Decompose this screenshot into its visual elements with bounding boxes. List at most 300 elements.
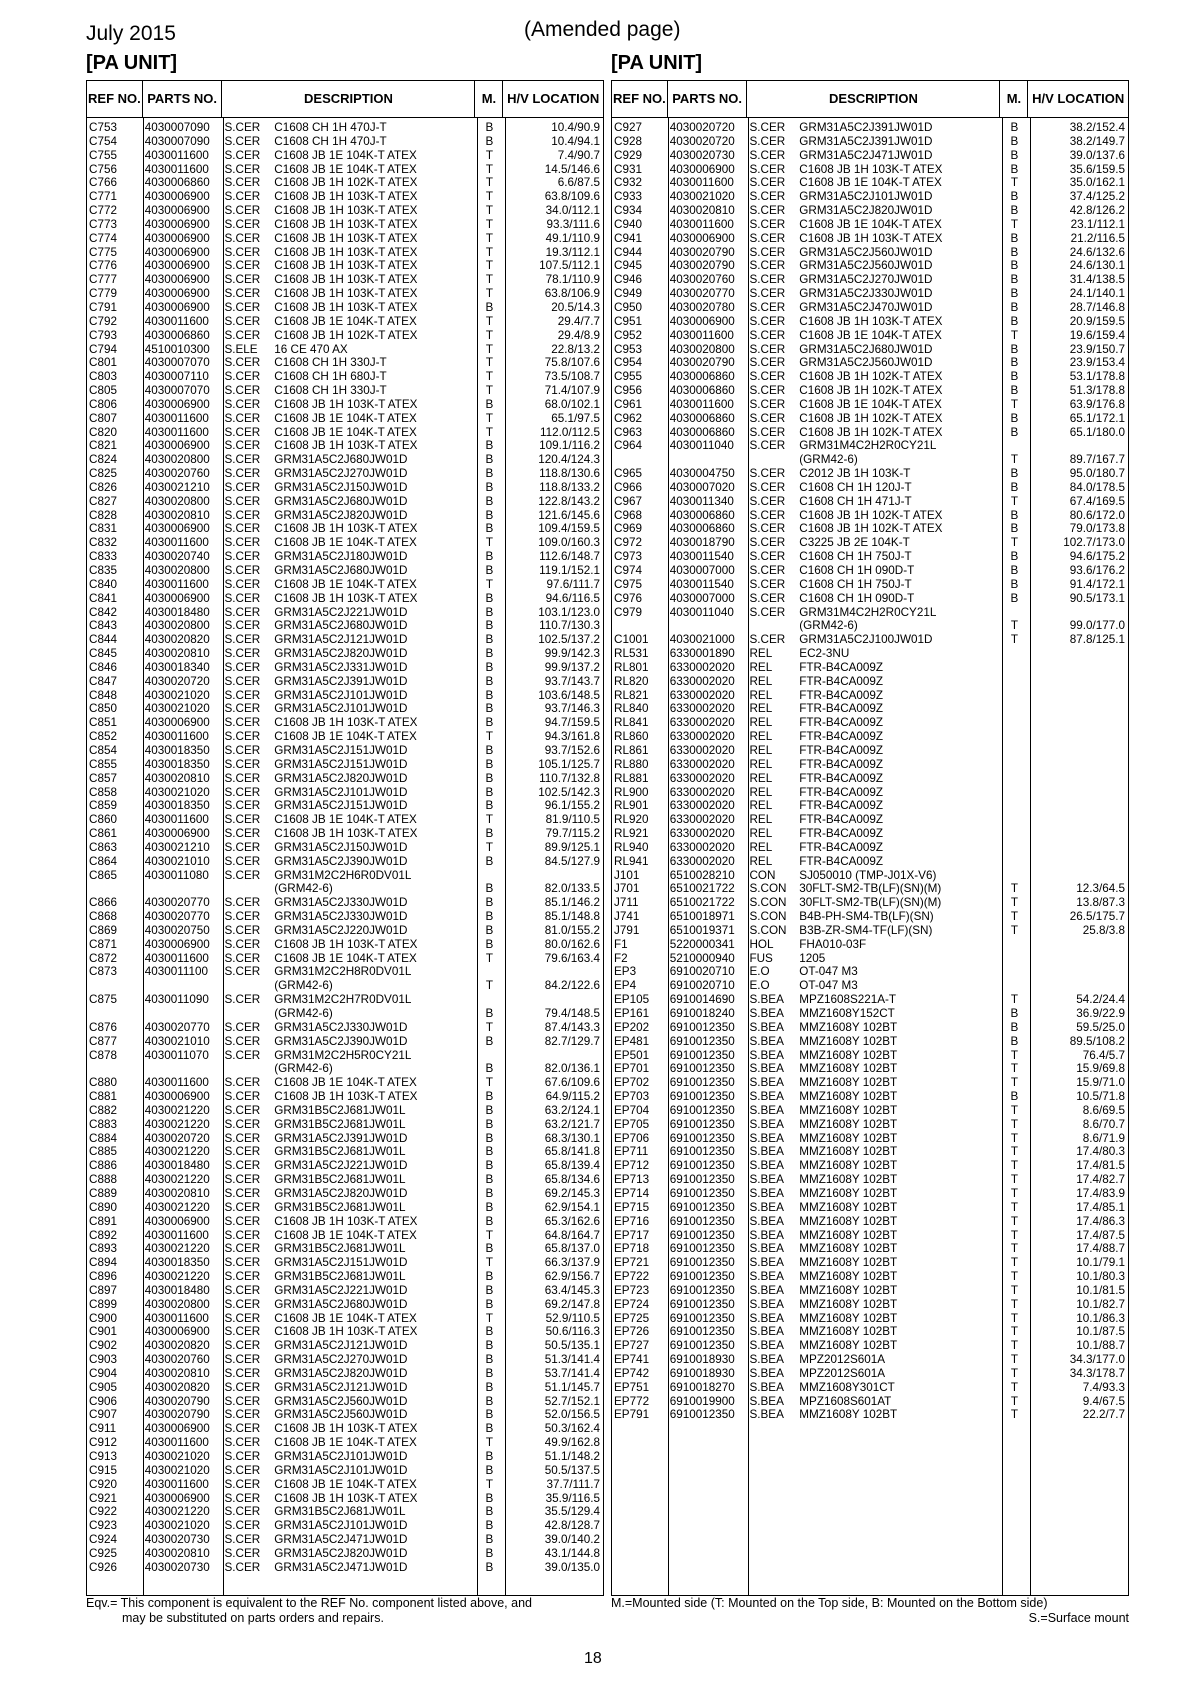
table-row (612, 799, 1128, 813)
cell-ref: EP706 (614, 1131, 650, 1145)
cell-description: GRM31M2C2H6R0DV01L (274, 868, 412, 882)
cell-ref: EP751 (614, 1380, 650, 1394)
cell-type: S.CER (224, 1463, 261, 1477)
cell-mounted: B (485, 1159, 494, 1173)
table-row (87, 522, 603, 536)
cell-mounted: T (485, 328, 493, 342)
cell-type: S.CER (749, 231, 786, 245)
cell-mounted: B (1010, 190, 1019, 204)
cell-mounted: T (1010, 633, 1018, 647)
cell-type: S.CER (224, 993, 261, 1007)
cell-ref: C863 (89, 840, 117, 854)
cell-parts-no: 6330002020 (669, 730, 735, 744)
cell-ref: C820 (89, 425, 117, 439)
cell-type: S.BEA (749, 1173, 784, 1187)
cell-ref: RL860 (614, 730, 649, 744)
cell-location: 109.0/160.3 (538, 536, 600, 550)
cell-description: GRM31A5C2J560JW01D (799, 259, 933, 273)
cell-location: 54.2/24.4 (1076, 993, 1125, 1007)
cell-parts-no: 4030011070 (144, 1048, 209, 1062)
cell-ref: C791 (89, 300, 117, 314)
cell-mounted (1000, 869, 1028, 883)
cell-ref: C920 (89, 1477, 117, 1491)
cell-type: S.CER (224, 743, 261, 757)
cell-ref: C902 (89, 1339, 117, 1353)
cell-description: C1608 JB 1H 102K-T ATEX (799, 411, 943, 425)
cell-parts-no: 6910012350 (669, 1283, 735, 1297)
cell-location: 50.6/116.3 (545, 1325, 600, 1339)
table-row (612, 135, 1128, 149)
cell-description: C1608 JB 1H 103K-T ATEX (274, 937, 418, 951)
cell-parts-no: 4030006860 (669, 425, 735, 439)
cell-description: (GRM42-6) (799, 453, 858, 467)
cell-location: 63.8/109.6 (544, 190, 600, 204)
cell-location: 90.5/173.1 (1069, 591, 1125, 605)
cell-location: 82.7/129.7 (544, 1034, 600, 1048)
table-row (612, 315, 1128, 329)
cell-type: S.CER (224, 730, 261, 744)
cell-mounted: B (485, 1339, 494, 1353)
cell-location: 120.4/124.3 (538, 453, 600, 467)
cell-description: GRM31A5C2J220JW01D (274, 923, 408, 937)
cell-ref: C965 (614, 467, 642, 481)
cell-type: REL (749, 716, 773, 730)
cell-location: 103.1/123.0 (538, 605, 600, 619)
cell-type: CON (749, 868, 776, 882)
cell-type: S.BEA (749, 1408, 784, 1422)
cell-mounted: T (485, 342, 493, 356)
cell-description: MMZ1608Y 102BT (799, 1090, 898, 1104)
cell-description: GRM31A5C2J680JW01D (274, 1297, 408, 1311)
cell-parts-no: 4030021210 (144, 840, 210, 854)
cell-description: GRM31A5C2J151JW01D (274, 799, 408, 813)
cell-location: 84.2/122.6 (544, 979, 600, 993)
cell-description: C1608 JB 1H 103K-T ATEX (274, 827, 418, 841)
cell-parts-no: 4030021010 (144, 854, 210, 868)
cell-location: 35.0/162.1 (1069, 176, 1125, 190)
cell-ref: C966 (614, 480, 642, 494)
cell-type: S.CER (224, 259, 261, 273)
cell-description: GRM31A5C2J560JW01D (799, 245, 933, 259)
cell-parts-no: 4030018480 (144, 605, 210, 619)
cell-mounted (1000, 813, 1028, 827)
cell-description: GRM31M4C2H2R0CY21L (799, 605, 937, 619)
cell-location (1028, 689, 1128, 703)
table-row (87, 384, 603, 398)
cell-type: S.CER (224, 937, 261, 951)
cell-location: 79.6/163.4 (544, 951, 600, 965)
footnote-surface: S.=Surface mount (1028, 1611, 1129, 1625)
cell-description: GRM31A5C2J221JW01D (274, 1159, 408, 1173)
cell-location (1028, 965, 1128, 979)
cell-ref: C872 (89, 951, 117, 965)
cell-description: GRM31A5C2J471JW01D (274, 1533, 408, 1547)
cell-location: 99.0/177.0 (1069, 619, 1125, 633)
cell-parts-no: 4030020800 (144, 564, 210, 577)
cell-description: GRM31A5C2J820JW01D (274, 508, 408, 522)
table-row (87, 509, 603, 523)
cell-mounted: T (485, 411, 493, 425)
table-row (612, 481, 1128, 495)
table-row (87, 1436, 603, 1450)
cell-location: 38.2/152.4 (1069, 121, 1125, 134)
cell-parts-no: 4030007110 (144, 370, 209, 384)
cell-ref: C793 (89, 328, 117, 342)
cell-location (1028, 786, 1128, 800)
cell-location (1028, 772, 1128, 786)
cell-parts-no: 6910012350 (669, 1242, 735, 1256)
cell-location (503, 869, 603, 883)
cell-parts-no (668, 453, 748, 467)
cell-type: S.BEA (749, 1131, 784, 1145)
cell-type: S.CER (224, 896, 261, 910)
cell-description: C1608 JB 1E 104K-T ATEX (799, 328, 942, 342)
cell-ref: RL921 (614, 827, 649, 841)
cell-mounted: B (1010, 231, 1019, 245)
cell-parts-no: 4030006900 (669, 162, 735, 176)
table-row (87, 744, 603, 758)
cell-mounted (1000, 689, 1028, 703)
cell-description: C1608 JB 1H 103K-T ATEX (274, 1090, 418, 1104)
cell-parts-no: 4030011600 (144, 162, 209, 176)
cell-location: 65.3/162.6 (544, 1214, 600, 1228)
table-row (87, 1132, 603, 1146)
cell-description: C1608 CH 1H 090D-T (799, 564, 915, 577)
table-row (612, 1312, 1128, 1326)
cell-parts-no: 4030020790 (144, 1408, 210, 1422)
table-row (87, 412, 603, 426)
cell-description: GRM31A5C2J151JW01D (274, 1256, 408, 1270)
table-row (612, 1367, 1128, 1381)
cell-mounted: B (485, 134, 494, 148)
cell-parts-no: 4030007070 (144, 384, 210, 398)
cell-parts-no: 4030018350 (144, 799, 210, 813)
cell-description: GRM31A5C2J820JW01D (274, 771, 408, 785)
cell-location: 53.1/178.8 (1069, 370, 1125, 384)
cell-ref: C889 (89, 1186, 117, 1200)
cell-description: B4B-PH-SM4-TB(LF)(SN) (799, 910, 934, 924)
cell-location: 89.7/167.7 (1069, 453, 1125, 467)
cell-mounted (475, 869, 503, 883)
table-row (612, 661, 1128, 675)
cell-location (1028, 744, 1128, 758)
cell-mounted: T (1010, 1366, 1018, 1380)
table-row (87, 578, 603, 592)
cell-description: 30FLT-SM2-TB(LF)(SN)(M) (799, 896, 942, 910)
cell-mounted: B (485, 854, 494, 868)
cell-parts-no: 6330002020 (669, 688, 735, 702)
cell-ref: C848 (89, 688, 117, 702)
cell-description: GRM31A5C2J820JW01D (274, 1366, 408, 1380)
header-amended: (Amended page) (524, 18, 681, 41)
cell-description: GRM31A5C2J221JW01D (274, 605, 408, 619)
cell-type: S.CER (224, 480, 261, 494)
cell-description: GRM31B5C2J681JW01L (274, 1103, 406, 1117)
cell-parts-no: 4030006900 (144, 1325, 210, 1339)
cell-parts-no: 4030006900 (144, 1491, 210, 1505)
cell-location: 9.4/67.5 (1082, 1394, 1125, 1408)
cell-description: C1608 JB 1H 103K-T ATEX (799, 314, 943, 328)
cell-parts-no: 6330002020 (669, 854, 735, 868)
cell-type: S.BEA (749, 1380, 784, 1394)
cell-parts-no: 4030020790 (669, 259, 735, 273)
cell-ref: EP714 (614, 1186, 650, 1200)
cell-description: MMZ1608Y 102BT (799, 1020, 898, 1034)
table-row (87, 813, 603, 827)
cell-ref: C869 (89, 923, 117, 937)
cell-type: S.CER (749, 605, 786, 619)
cell-mounted: B (485, 1297, 494, 1311)
cell-ref: C892 (89, 1228, 117, 1242)
table-row (87, 952, 603, 966)
cell-ref: C882 (89, 1103, 117, 1117)
cell-description: C1608 JB 1H 103K-T ATEX (274, 273, 418, 287)
cell-ref: J791 (614, 923, 640, 937)
cell-parts-no: 6910012350 (669, 1408, 735, 1422)
cell-type: REL (749, 702, 773, 716)
cell-parts-no (668, 619, 748, 633)
cell-location: 52.9/110.5 (545, 1311, 600, 1325)
cell-description: C1608 JB 1H 103K-T ATEX (274, 1491, 418, 1505)
cell-ref: C806 (89, 397, 117, 411)
cell-type: S.CER (224, 121, 261, 134)
cell-description: FTR-B4CA009Z (799, 813, 884, 827)
cell-location: 22.2/7.7 (1082, 1408, 1125, 1422)
cell-parts-no: 4030006900 (144, 190, 210, 204)
cell-location: 102.5/142.3 (538, 785, 600, 799)
cell-mounted: T (1010, 1242, 1018, 1256)
cell-mounted: B (1010, 148, 1019, 162)
cell-location: 66.3/137.9 (544, 1256, 600, 1270)
cell-parts-no: 4030007000 (669, 564, 735, 577)
table-row (87, 218, 603, 232)
cell-type: S.CER (224, 314, 261, 328)
table-row (612, 1104, 1128, 1118)
table-row (87, 163, 603, 177)
cell-ref: C901 (89, 1325, 117, 1339)
cell-parts-no: 4030011040 (669, 439, 734, 453)
table-row (87, 633, 603, 647)
cell-description: GRM31A5C2J151JW01D (274, 743, 408, 757)
cell-parts-no: 4030020800 (669, 342, 735, 356)
cell-ref: C753 (89, 121, 117, 134)
cell-parts-no: 4030020800 (144, 494, 210, 508)
cell-parts-no: 4030020800 (144, 619, 210, 633)
cell-type: S.BEA (749, 1394, 784, 1408)
cell-description: GRM31B5C2J681JW01L (274, 1173, 406, 1187)
cell-ref: C831 (89, 522, 117, 536)
table-row (612, 439, 1128, 453)
cell-parts-no: 6330002020 (669, 702, 735, 716)
table-row (87, 1270, 603, 1284)
cell-description: GRM31B5C2J681JW01L (274, 1145, 406, 1159)
table-row (87, 619, 603, 633)
cell-description: MMZ1608Y 102BT (799, 1186, 898, 1200)
cell-ref: C952 (614, 328, 642, 342)
cell-type: S.CER (224, 1422, 261, 1436)
cell-location: 109.1/116.2 (539, 439, 600, 453)
cell-mounted: B (485, 1505, 494, 1519)
cell-location (1028, 606, 1128, 620)
cell-location (503, 993, 603, 1007)
cell-parts-no: 4030020720 (669, 134, 735, 148)
cell-type: S.CER (749, 287, 786, 301)
cell-mounted: B (485, 702, 494, 716)
cell-parts-no: 4030021220 (144, 1242, 210, 1256)
cell-location: 17.4/85.1 (1076, 1200, 1125, 1214)
cell-mounted: B (485, 121, 494, 134)
table-row (87, 1173, 603, 1187)
cell-parts-no: 4030006900 (144, 937, 210, 951)
cell-description: C1608 CH 1H 680J-T (274, 370, 387, 384)
cell-description: MMZ1608Y 102BT (799, 1034, 898, 1048)
cell-location: 19.3/112.1 (545, 245, 600, 259)
table-row (87, 606, 603, 620)
cell-location: 59.5/25.0 (1076, 1020, 1125, 1034)
table-row (87, 453, 603, 467)
cell-parts-no: 6910012350 (669, 1062, 735, 1076)
cell-description: (GRM42-6) (274, 1007, 333, 1020)
cell-location: 81.9/110.5 (545, 813, 600, 827)
table-row (612, 1408, 1128, 1422)
cell-location: 17.4/86.3 (1076, 1214, 1125, 1228)
cell-location: 6.6/87.5 (557, 176, 600, 190)
cell-description: MMZ1608Y 102BT (799, 1173, 898, 1187)
cell-mounted: T (485, 979, 493, 993)
cell-mounted: T (485, 190, 493, 204)
cell-location: 62.9/154.1 (544, 1200, 600, 1214)
cell-mounted: B (1010, 121, 1019, 134)
cell-mounted: B (485, 910, 494, 924)
cell-parts-no: 4030011600 (144, 425, 209, 439)
cell-mounted: B (485, 799, 494, 813)
cell-type: S.BEA (749, 1145, 784, 1159)
cell-mounted: B (1010, 342, 1019, 356)
cell-description: C1608 JB 1H 103K-T ATEX (274, 190, 418, 204)
table-row (87, 495, 603, 509)
cell-location (1028, 869, 1128, 883)
cell-parts-no: 4030020760 (144, 467, 210, 481)
table-row (612, 1187, 1128, 1201)
cell-ref: C886 (89, 1159, 117, 1173)
cell-type: S.CER (224, 231, 261, 245)
cell-location: 81.0/155.2 (544, 923, 600, 937)
cell-ref: RL801 (614, 660, 649, 674)
table-row (612, 1076, 1128, 1090)
cell-type: S.CER (224, 605, 261, 619)
cell-description: C1608 JB 1H 103K-T ATEX (274, 217, 418, 231)
cell-description: C1608 JB 1H 103K-T ATEX (799, 162, 943, 176)
cell-mounted (1000, 716, 1028, 730)
cell-ref: C974 (614, 564, 642, 577)
cell-ref: C923 (89, 1519, 117, 1533)
cell-location: 62.9/156.7 (544, 1270, 600, 1284)
cell-type: S.CER (224, 1145, 261, 1159)
cell-parts-no: 6910012350 (669, 1103, 735, 1117)
cell-parts-no: 4030006860 (669, 384, 735, 398)
cell-ref: EP704 (614, 1103, 650, 1117)
cell-description: MMZ1608Y 102BT (799, 1325, 898, 1339)
cell-location: 52.7/152.1 (544, 1394, 600, 1408)
cell-mounted: T (485, 840, 493, 854)
cell-location: 10.1/87.5 (1076, 1325, 1125, 1339)
cell-mounted: B (485, 827, 494, 841)
table-row (87, 938, 603, 952)
cell-mounted: T (1010, 1339, 1018, 1353)
table-row (87, 550, 603, 564)
cell-location: 29.4/8.9 (557, 328, 600, 342)
cell-type: S.CER (224, 1408, 261, 1422)
table-header (86, 80, 604, 118)
cell-mounted: B (485, 1242, 494, 1256)
rows-left (87, 118, 603, 1575)
unit-title-right: [PA UNIT] (611, 52, 703, 74)
cell-location: 38.2/149.7 (1069, 134, 1125, 148)
cell-description: FTR-B4CA009Z (799, 716, 884, 730)
cell-parts-no: 6910012350 (669, 1020, 735, 1034)
cell-location: 71.4/107.9 (544, 384, 600, 398)
cell-description: GRM31B5C2J681JW01L (274, 1242, 406, 1256)
cell-ref: C881 (89, 1090, 117, 1104)
cell-description: GRM31A5C2J101JW01D (799, 190, 933, 204)
cell-mounted: T (485, 217, 493, 231)
cell-mounted: B (1010, 259, 1019, 273)
cell-type: S.CER (224, 633, 261, 647)
cell-type: S.CER (224, 1353, 261, 1367)
table-row (87, 232, 603, 246)
cell-mounted (1000, 979, 1028, 993)
cell-location: 10.1/88.7 (1076, 1339, 1125, 1353)
cell-description: C1608 JB 1E 104K-T ATEX (274, 730, 417, 744)
table-row (612, 910, 1128, 924)
cell-description: C1608 JB 1H 103K-T ATEX (274, 300, 418, 314)
cell-description: C1608 JB 1H 102K-T ATEX (274, 328, 418, 342)
cell-parts-no: 4030006900 (144, 591, 210, 605)
cell-type: S.CER (224, 799, 261, 813)
cell-mounted: T (485, 1228, 493, 1242)
cell-parts-no: 4030020750 (144, 923, 210, 937)
table-row (87, 287, 603, 301)
cell-parts-no: 4030020790 (669, 245, 735, 259)
cell-description: GRM31A5C2J390JW01D (274, 1034, 408, 1048)
cell-parts-no (143, 882, 223, 896)
cell-mounted: B (485, 1214, 494, 1228)
cell-location: 76.4/5.7 (1082, 1048, 1125, 1062)
cell-description: C1608 JB 1H 102K-T ATEX (799, 425, 943, 439)
table-row (612, 426, 1128, 440)
cell-type (222, 1007, 272, 1021)
cell-ref: C835 (89, 564, 117, 577)
cell-ref: C979 (614, 605, 642, 619)
cell-description: C1608 JB 1H 103K-T ATEX (274, 1214, 418, 1228)
cell-parts-no: 4030021220 (144, 1117, 210, 1131)
cell-parts-no (143, 979, 223, 993)
cell-ref (87, 882, 143, 896)
cell-location: 17.4/80.3 (1076, 1145, 1125, 1159)
cell-mounted: B (485, 480, 494, 494)
cell-parts-no (143, 1007, 223, 1021)
table-row (612, 855, 1128, 869)
cell-parts-no: 4030020810 (144, 508, 210, 522)
cell-ref: RL531 (614, 647, 649, 661)
col-parts: PARTS NO. (143, 81, 223, 117)
cell-description: C1608 JB 1E 104K-T ATEX (274, 536, 417, 550)
cell-ref: C776 (89, 259, 117, 273)
cell-ref: EP3 (614, 965, 637, 979)
cell-mounted: B (485, 494, 494, 508)
cell-location: 63.9/176.8 (1069, 397, 1125, 411)
cell-location: 118.8/133.2 (539, 480, 600, 494)
